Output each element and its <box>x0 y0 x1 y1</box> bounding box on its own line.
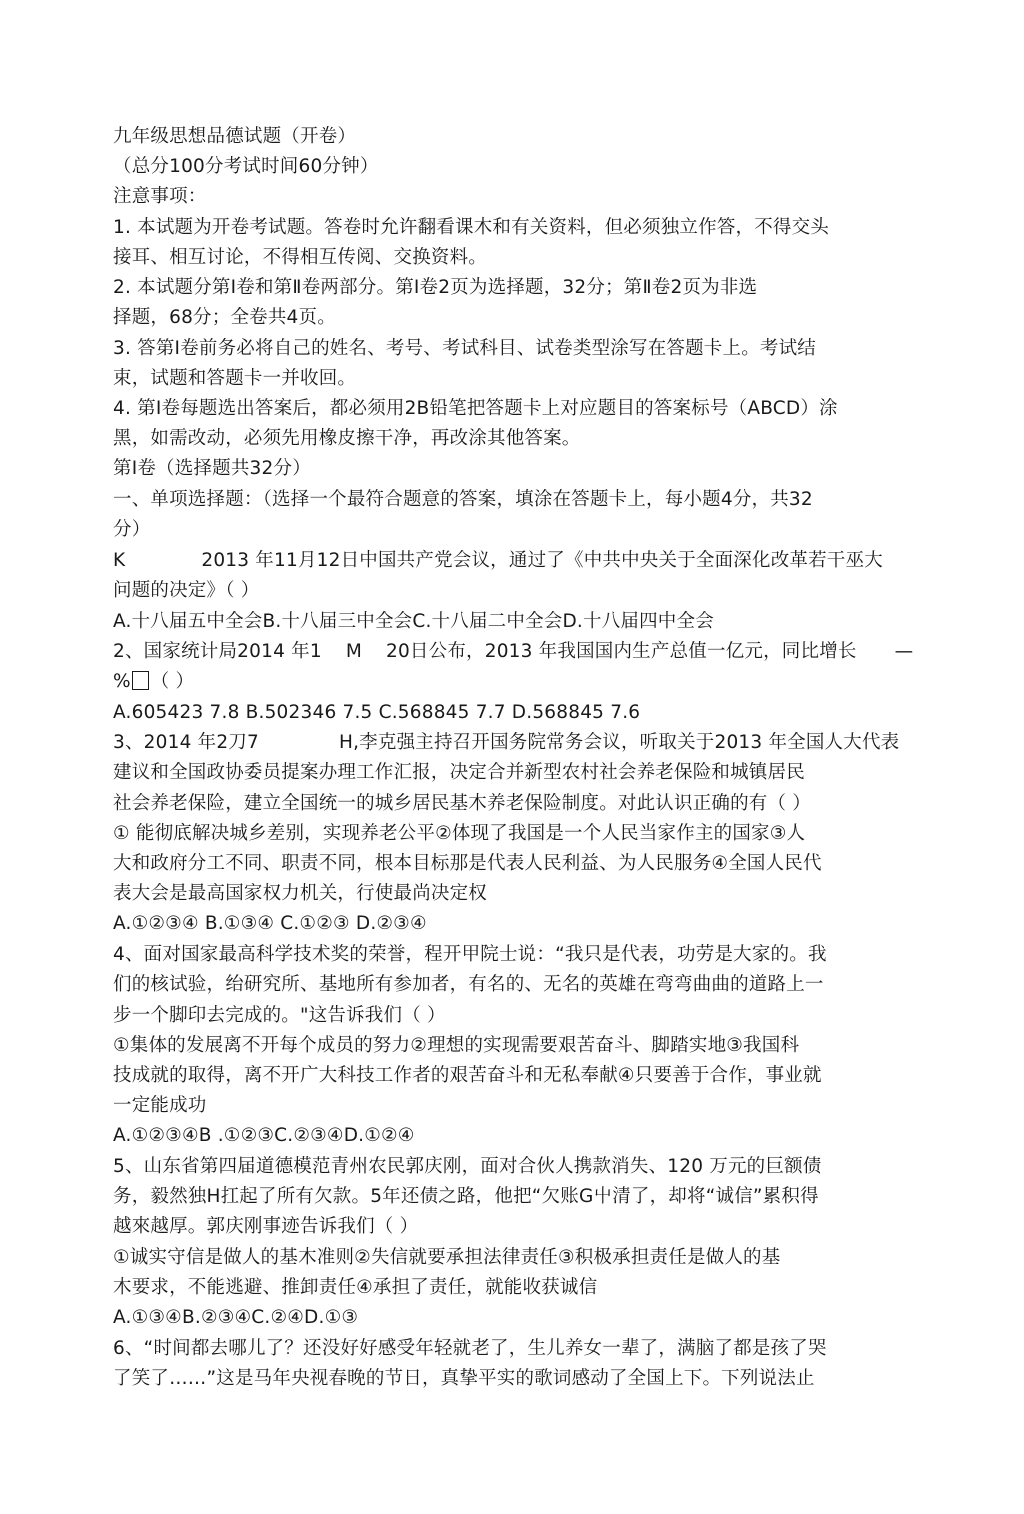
notice-line: 2. 本试题分第Ⅰ卷和第Ⅱ卷两部分。第Ⅰ卷2页为选择题，32分；第Ⅱ卷2页为非选 <box>113 277 758 298</box>
question-4-line: ①集体的发展离不开每个成员的努力②理想的实现需要艰苦奋斗、脚踏实地③我国科 <box>113 1035 800 1056</box>
question-2-line-2: % （ ） <box>113 671 195 692</box>
notice-line: 1. 本试题为开卷考试题。答卷时允许翻看课木和有关资料，但必须独立作答，不得交头 <box>113 217 830 238</box>
question-4-line: 4、面对国家最高科学技术奖的荣誉，程开甲院士说：“我只是代表，功劳是大家的。我 <box>113 944 827 965</box>
question-1 <box>113 546 913 576</box>
question-1-number: K <box>113 550 126 571</box>
notice-line: 黑，如需改动，必须先用橡皮擦干净，再改涂其他答案。 <box>113 428 581 449</box>
notice-line: 束，试题和答题卡一并收回。 <box>113 368 357 389</box>
question-4-line: 一定能成功 <box>113 1095 207 1116</box>
exam-title: 九年级思想品德试题（开卷） <box>113 126 357 147</box>
question-1-options: A.十八届五中全会B.十八届三中全会C.十八届二中全会D.十八届四中全会 <box>113 611 714 632</box>
question-5-line: 木要求，不能逃避、推卸责任④承担了责任，就能收获诚信 <box>113 1277 598 1298</box>
part1-heading: 第Ⅰ卷（选择题共32分） <box>113 458 311 479</box>
question-3-line: ① 能彻底解决城乡差别，实现养老公平②体现了我国是一个人民当家作主的国家③人 <box>113 823 806 844</box>
question-3-line: 大和政府分工不同、职责不同，根本目标那是代表人民利益、为人民服务④全国人民代 <box>113 853 822 874</box>
question-2-options: A.605423 7.8 B.502346 7.5 C.568845 7.7 D.568845 7.6 <box>113 702 641 723</box>
section-heading: 分） <box>113 519 151 540</box>
question-3-line: 社会养老保险，建立全国统一的城乡居民基木养老保险制度。对此认识正确的有（ ） <box>113 793 811 814</box>
question-5-line: 越來越厚。郭庆刚事迹告诉我们（ ） <box>113 1216 419 1237</box>
exam-subtitle: （总分100分考试时间60分钟） <box>113 156 379 177</box>
notice-heading: 注意事项： <box>113 186 207 207</box>
question-4-line: 技成就的取得，离不开广大科技工作者的艰苦奋斗和无私奉献④只要善于合作，事业就 <box>113 1065 822 1086</box>
question-3: 3、2014 年2刀7 H,李克强主持召开国务院常务会议，听取关于2013 年全国人大代表 <box>113 732 900 753</box>
question-3-line: 表大会是最高国家权力机关，行使最尚决定权 <box>113 883 488 904</box>
notice-line: 择题，68分；全卷共4页。 <box>113 307 336 328</box>
question-5-line: 5、山东省第四届道德模范青州农民郭庆刚，面对合伙人携款消失、120 万元的巨额债 <box>113 1156 822 1177</box>
question-1-text-2: 问题的决定》（ ） <box>113 580 260 601</box>
question-5-options: A.①③④B.②③④C.②④D.①③ <box>113 1307 359 1328</box>
answer-blank-box <box>132 671 149 690</box>
question-5-line: ①诚实守信是做人的基木准则②失信就要承担法律责任③积极承担责任是做人的基 <box>113 1247 781 1268</box>
question-3-options: A.①②③④ B.①③④ C.①②③ D.②③④ <box>113 913 427 934</box>
question-6-line: 了笑了……”这是马年央视春晚的节日，真挚平实的歌词感动了全国上下。下列说法止 <box>113 1368 815 1389</box>
section-heading: 一、单项选择题：（选择一个最符合题意的答案，填涂在答题卡上，每小题4分，共32 <box>113 489 813 510</box>
notice-line: 3. 答第Ⅰ卷前务必将自己的姓名、考号、考试科目、试卷类型涂写在答题卡上。考试结 <box>113 338 816 359</box>
notice-line: 4. 第Ⅰ卷每题选出答案后，都必须用2B铅笔把答题卡上对应题目的答案标号（ABCD）涂 <box>113 398 838 419</box>
question-4-options: A.①②③④B .①②③C.②③④D.①②④ <box>113 1125 415 1146</box>
question-4-line: 步一个脚印去完成的。"这告诉我们（ ） <box>113 1005 446 1026</box>
question-6-line: 6、“时间都去哪儿了？还没好好感受年轻就老了，生儿养女一辈了，满脑了都是孩了哭 <box>113 1338 827 1359</box>
notice-line: 接耳、相互讨论，不得相互传阅、交换资料。 <box>113 247 488 268</box>
question-4-line: 们的核试验，绐研究所、基地所有参加者，有名的、无名的英雄在弯弯曲曲的道路上一 <box>113 974 824 995</box>
question-5-line: 务，毅然独H扛起了所有欠款。5年还债之路，他把“欠账G屮清了，却将“诚信”累积得 <box>113 1186 819 1207</box>
question-3-line: 建议和全国政协委员提案办理工作汇报，决定合并新型农村社会养老保险和城镇居民 <box>113 762 805 783</box>
question-1-text: 2013 年11月12日中国共产党会议，通过了《中共中央关于全面深化改革若干巫大 <box>201 550 883 571</box>
question-2: 2、国家统计局2014 年1 M 20日公布，2013 年我国国内生产总值一亿元，同比增长 — <box>113 641 913 662</box>
